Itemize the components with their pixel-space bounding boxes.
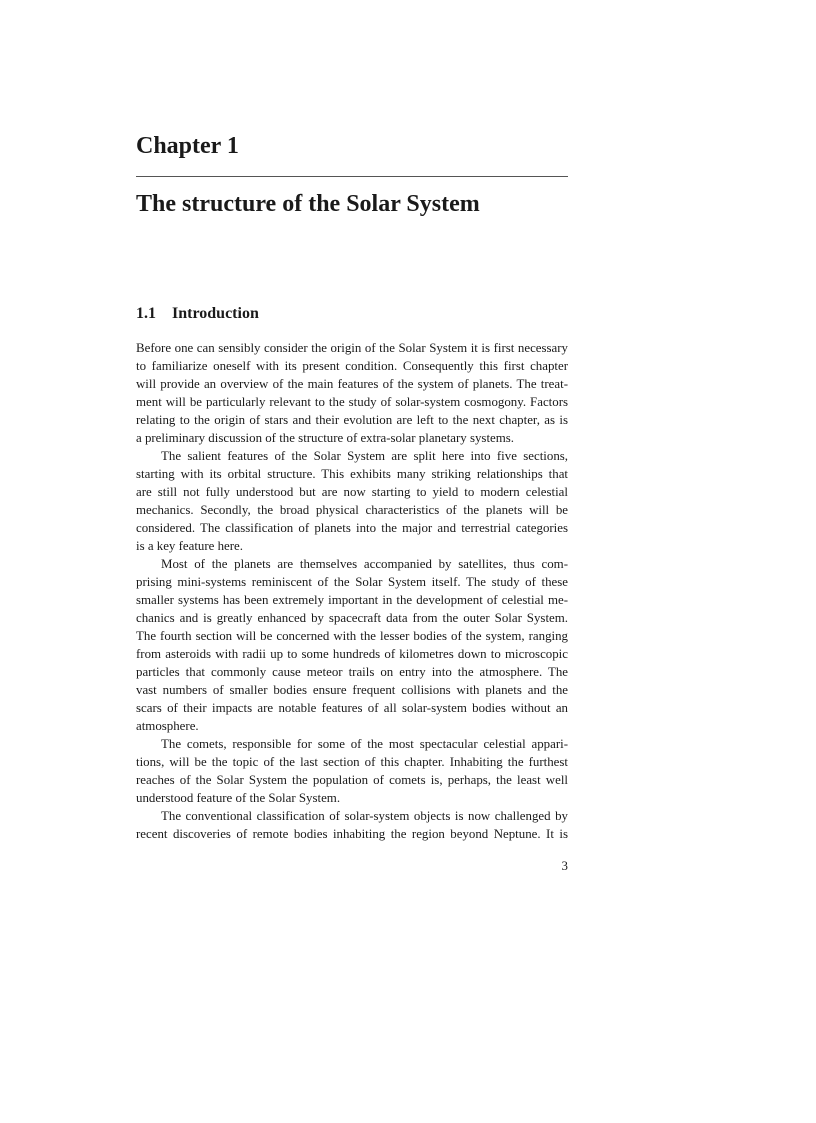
body-line: Before one can sensibly consider the origin of the Solar System it is first necessary — [136, 341, 568, 355]
body-line: The conventional classification of solar-system objects is now challenged by — [161, 809, 568, 823]
body-line: Most of the planets are themselves accompanied by satellites, thus com- — [161, 557, 568, 571]
body-line: a preliminary discussion of the structure of extra-solar planetary systems. — [136, 431, 515, 445]
body-line: ment will be particularly relevant to the study of solar-system cosmogony. Factors — [136, 395, 568, 409]
body-line: from asteroids with radii up to some hundreds of kilometres down to microscopic — [136, 647, 568, 661]
body-line: will provide an overview of the main features of the system of planets. The treat- — [136, 377, 568, 391]
section-number: 1.1 — [136, 305, 156, 322]
body-line: relating to the origin of stars and their evolution are left to the next chapter, as is — [136, 413, 568, 427]
body-line: are still not fully understood but are now starting to yield to modern celestial — [136, 485, 568, 499]
body-line: understood feature of the Solar System. — [136, 791, 341, 805]
body-line: atmosphere. — [136, 719, 199, 733]
body-line: is a key feature here. — [136, 539, 244, 553]
body-line: chanics and is greatly enhanced by spacecraft data from the outer Solar System. — [136, 611, 568, 625]
body-line: mechanics. Secondly, the broad physical characteristics of the planets will be — [136, 503, 568, 517]
body-line: vast numbers of smaller bodies ensure frequent collisions with planets and the — [136, 683, 568, 697]
chapter-label: Chapter 1 — [136, 133, 239, 159]
body-line: recent discoveries of remote bodies inhabiting the region beyond Neptune. It is — [136, 827, 568, 841]
body-line: to familiarize oneself with its present condition. Consequently this first chapter — [136, 359, 568, 373]
chapter-title: The structure of the Solar System — [136, 191, 480, 217]
body-line: The comets, responsible for some of the most spectacular celestial appari- — [161, 737, 568, 751]
page-number: 3 — [561, 859, 568, 873]
body-line: The salient features of the Solar System are split here into five sections, — [161, 449, 568, 463]
chapter-divider — [136, 176, 568, 177]
body-line: smaller systems has been extremely important in the development of celestial me- — [136, 593, 568, 607]
body-line: reaches of the Solar System the population of comets is, perhaps, the least well — [136, 773, 568, 787]
body-line: considered. The classification of planets into the major and terrestrial categories — [136, 521, 568, 535]
section-heading — [136, 302, 259, 326]
body-line: tions, will be the topic of the last section of this chapter. Inhabiting the furthest — [136, 755, 568, 769]
body-line: The fourth section will be concerned with the lesser bodies of the system, ranging — [136, 629, 568, 643]
body-line: starting with its orbital structure. This exhibits many striking relationships that — [136, 467, 568, 481]
body-line: scars of their impacts are notable features of all solar-system bodies without an — [136, 701, 568, 715]
body-line: prising mini-systems reminiscent of the Solar System itself. The study of these — [136, 575, 568, 589]
body-line: particles that commonly cause meteor trails on entry into the atmosphere. The — [136, 665, 568, 679]
section-title: Introduction — [172, 305, 259, 322]
